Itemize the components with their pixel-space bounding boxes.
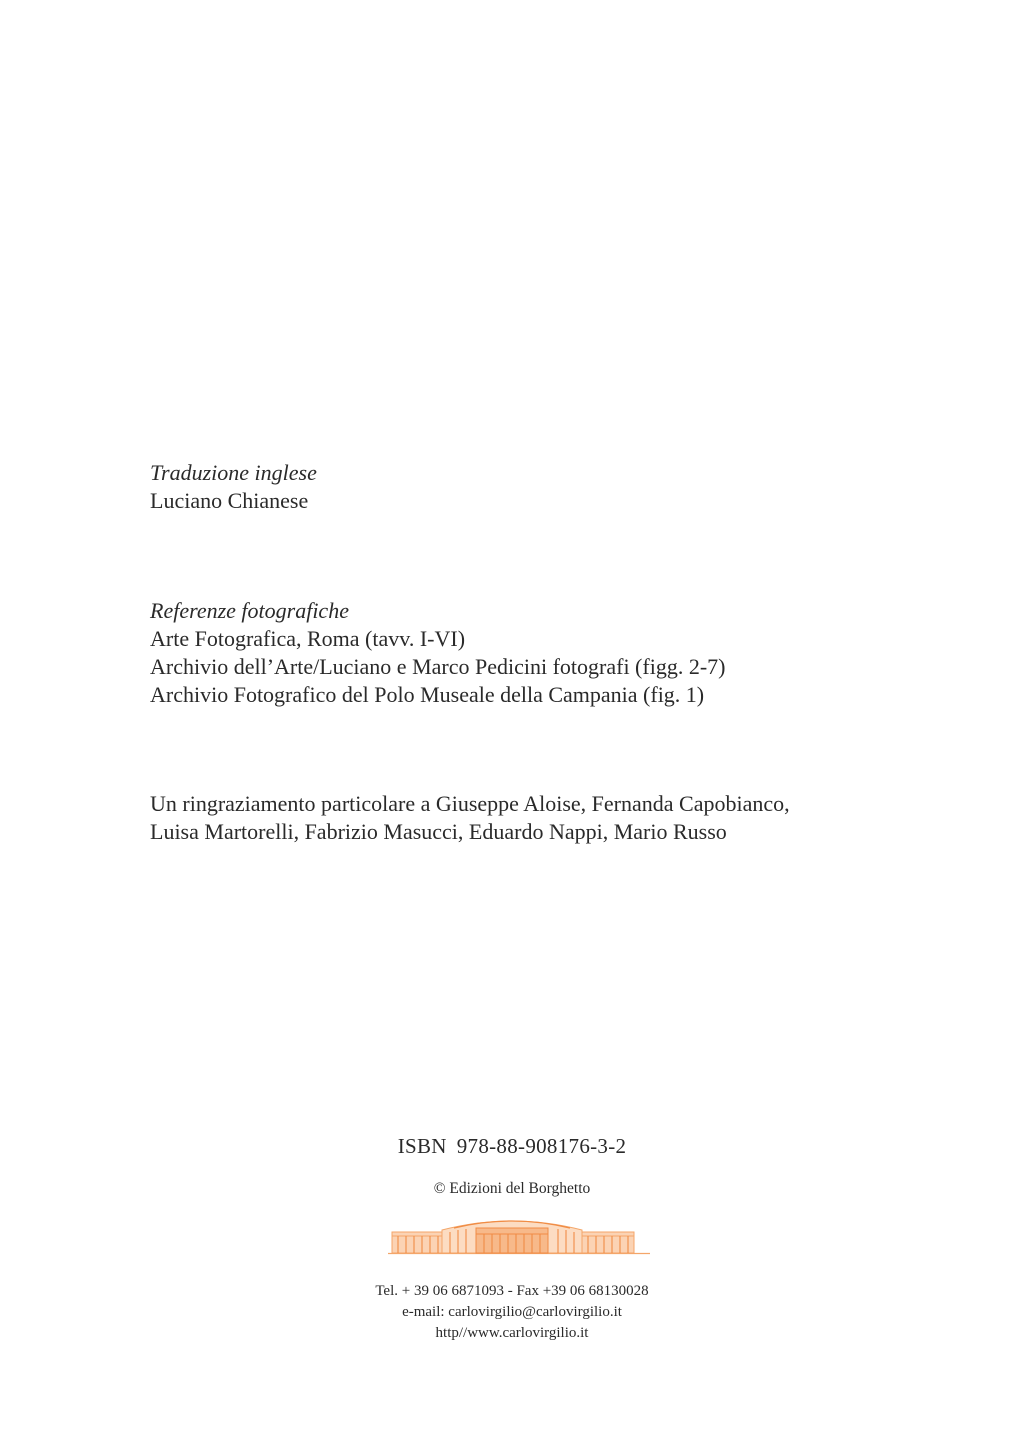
isbn-number: 978-88-908176-3-2 <box>456 1134 627 1158</box>
acknowledgement-line: Un ringraziamento particolare a Giuseppe Aloise, Fernanda Capobianco, <box>150 791 790 816</box>
acknowledgements <box>150 790 790 846</box>
acknowledgement-line: Luisa Martorelli, Fabrizio Masucci, Eduardo Nappi, Mario Russo <box>150 819 727 844</box>
photo-credit-line: Arte Fotografica, Roma (tavv. I-VI) <box>150 626 466 651</box>
photo-credits <box>150 597 725 709</box>
phone-fax: Tel. + 39 06 6871093 - Fax +39 06 68130028 <box>375 1283 649 1299</box>
translation-heading: Traduzione inglese <box>150 460 317 485</box>
publisher-contacts <box>0 1281 1024 1344</box>
copyright-notice: © Edizioni del Borghetto <box>433 1180 591 1197</box>
translation-credit <box>150 459 317 515</box>
photo-credit-line: Archivio Fotografico del Polo Museale della Campania (fig. 1) <box>150 682 705 707</box>
isbn-label: ISBN <box>397 1134 447 1158</box>
translator-name: Luciano Chianese <box>150 488 309 513</box>
website-address: http//www.carlovirgilio.it <box>435 1325 589 1341</box>
isbn <box>0 1134 1024 1159</box>
publisher-logo-building-icon <box>388 1214 650 1256</box>
email-address: e-mail: carlovirgilio@carlovirgilio.it <box>402 1304 622 1320</box>
photo-credit-line: Archivio dell’Arte/Luciano e Marco Pedicini fotografi (figg. 2-7) <box>150 654 726 679</box>
photo-credits-heading: Referenze fotografiche <box>150 598 349 623</box>
